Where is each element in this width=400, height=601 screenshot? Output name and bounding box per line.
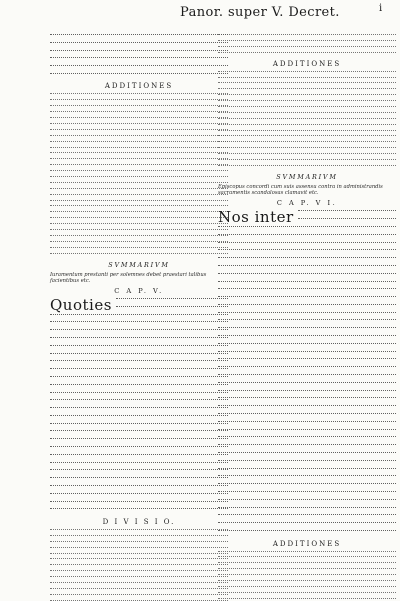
annotation-block [50,93,228,256]
additiones-heading: ADDITIONES [104,82,174,91]
summarium-heading: SVMMARIVM [276,172,338,181]
annotation-block [218,34,396,56]
caput-heading: C A P. V. [114,286,164,295]
incipit-word: Nos inter [218,208,294,227]
incipit-word: Quoties [50,295,112,314]
summarium-heading: SVMMARIVM [108,260,170,269]
body-text-block [50,34,228,78]
left-column [50,34,228,601]
chapter-incipit [218,210,396,226]
additiones-heading: ADDITIONES [272,539,342,548]
caput-heading: C A P. V I. [276,199,338,208]
folio-number: i [379,3,383,14]
chapter-text-block [50,314,228,514]
running-title: Panor. super V. Decret. [180,5,340,20]
running-header [0,2,400,26]
summarium-text: Episcopus concordi cum suis assensu contra in administrandis sacramentis scandalosas clamavit etc. [218,183,383,197]
annotation-block [218,71,396,169]
footnote-block [218,551,396,601]
summarium-text: Iuramentum prestanti per solemnes debet praestari talibus facientibus etc. [50,271,207,284]
additiones-heading: ADDITIONES [272,59,342,68]
chapter-text-block [218,226,396,536]
footnote-block [50,529,228,601]
right-column [218,34,396,601]
chapter-incipit [50,295,228,314]
divisio-heading: D I V I S I O. [102,517,176,526]
